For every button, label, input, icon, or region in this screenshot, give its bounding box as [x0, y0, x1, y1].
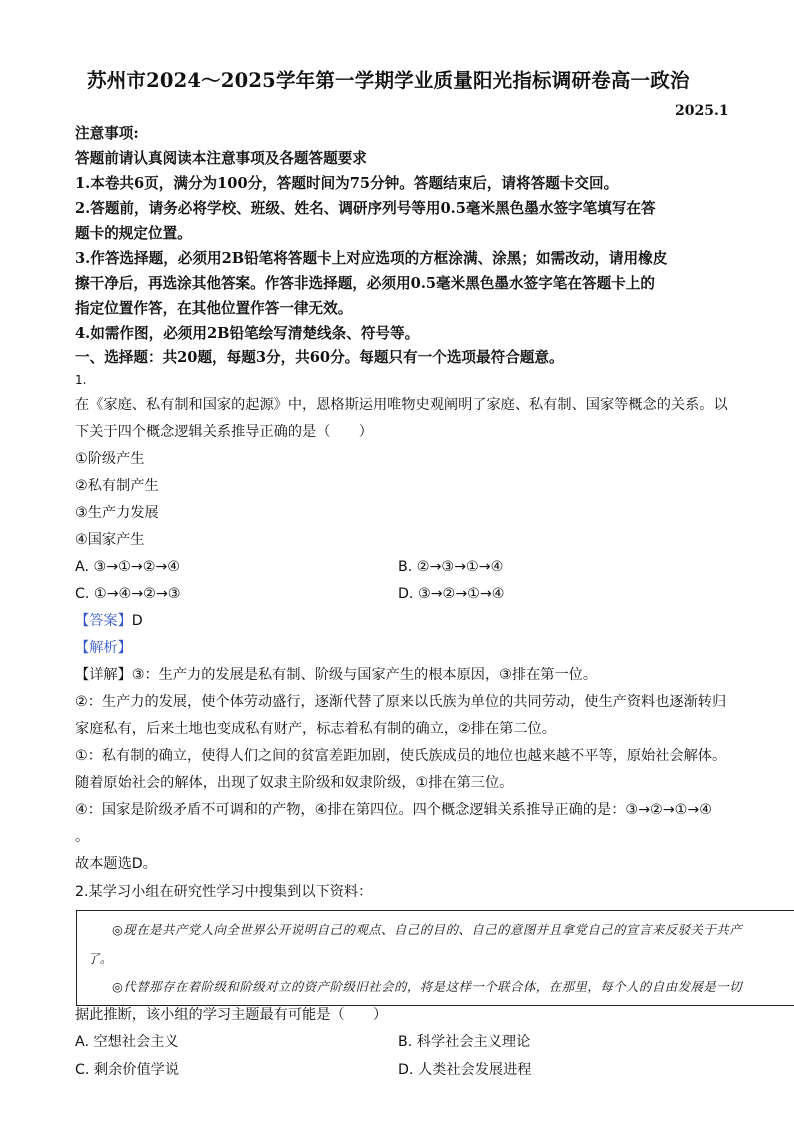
- notice-line-3: 3.作答选择题，必须用2B铅笔将答题卡上对应选项的方框涂满、涂黑；如需改动，请用橡皮: [75, 250, 668, 267]
- question-1-option-b: B. ②→③→①→④: [398, 559, 504, 575]
- question-2-option-b: B. 科学社会主义理论: [398, 1034, 531, 1050]
- notice-intro: 答题前请认真阅读本注意事项及各题答题要求: [75, 150, 367, 167]
- notice-line-1: 1.本卷共6页，满分为100分，答题时间为75分钟。答题结束后，请将答题卡交回。: [75, 175, 619, 192]
- question-1-option-a: A. ③→①→②→④: [75, 559, 181, 575]
- question-1-stem-line-1: 在《家庭、私有制和国家的起源》中，恩格斯运用唯物史观阐明了家庭、私有制、国家等概念的关系。以: [75, 397, 728, 413]
- exam-date: 2025.1: [675, 103, 729, 119]
- question-1-option-d: D. ③→②→①→④: [398, 586, 505, 602]
- question-1-item-1: ①阶级产生: [75, 451, 145, 467]
- analysis-label: 【解析】: [75, 640, 132, 656]
- page-title: 苏州市2024～2025学年第一学期学业质量阳光指标调研卷高一政治: [87, 69, 690, 92]
- detail-label: 【详解】: [75, 667, 132, 683]
- question-2-question: 据此推断，该小组的学习主题最有可能是（ ）: [75, 1007, 388, 1023]
- question-2-option-a: A. 空想社会主义: [75, 1034, 179, 1050]
- quote-line-2: 了。: [87, 951, 113, 966]
- notice-line-3b: 擦干净后，再选涂其他答案。作答非选择题，必须用0.5毫米黑色墨水签字笔在答题卡上的: [75, 275, 655, 292]
- notice-line-2b: 题卡的规定位置。: [75, 225, 192, 242]
- question-1-item-2: ②私有制产生: [75, 478, 159, 494]
- question-1-item-3: ③生产力发展: [75, 505, 159, 521]
- detail-line-1: [75, 668, 597, 682]
- answer-label: 【答案】: [75, 613, 132, 629]
- quote-line-1: ◎现在是共产党人向全世界公开说明自己的观点、自己的目的、自己的意图并且拿党自己的宣言来反驳关于共产: [112, 922, 743, 937]
- question-2-option-c: C. 剩余价值学说: [75, 1062, 180, 1078]
- question-1-option-c: C. ①→④→②→③: [75, 586, 181, 602]
- quote-line-3: ◎代替那存在着阶级和阶级对立的资产阶级旧社会的，将是这样一个联合体，在那里，每个人的自由发展是一切: [112, 979, 743, 994]
- notice-line-3c: 指定位置作答，在其他位置作答一律无效。: [75, 300, 353, 317]
- detail-text-1: ③：生产力的发展是私有制、阶级与国家产生的根本原因，③排在第一位。: [131, 667, 598, 683]
- quote-box: [76, 910, 794, 1006]
- question-2-option-d: D. 人类社会发展进程: [398, 1062, 532, 1078]
- answer-value: D: [131, 613, 143, 629]
- notice-line-4: 4.如需作图，必须用2B铅笔绘写清楚线条、符号等。: [75, 325, 420, 342]
- question-1-item-4: ④国家产生: [75, 532, 145, 548]
- notice-line-2: 2.答题前，请务必将学校、班级、姓名、调研序列号等用0.5毫米黑色墨水签字笔填写在答: [75, 200, 656, 217]
- question-1-stem-line-2: 下关于四个概念逻辑关系推导正确的是（ ）: [75, 424, 373, 440]
- detail-conclusion: 故本题选D。: [75, 856, 157, 872]
- detail-line-5: 随着原始社会的解体，出现了奴隶主阶级和奴隶阶级，①排在第三位。: [75, 775, 514, 791]
- detail-line-6: ④：国家是阶级矛盾不可调和的产物，④排在第四位。四个概念逻辑关系推导正确的是：③→②→①→④: [75, 802, 712, 818]
- detail-line-2: ②：生产力的发展，使个体劳动盛行，逐渐代替了原来以氏族为单位的共同劳动，使生产资料也逐渐转归: [75, 694, 727, 710]
- section-heading: 一、选择题：共20题，每题3分，共60分。每题只有一个选项最符合题意。: [75, 349, 564, 366]
- answer-line: [75, 614, 143, 628]
- question-1-number: 1.: [75, 373, 87, 387]
- detail-line-4: ①：私有制的确立，使得人们之间的贫富差距加剧，使氏族成员的地位也越来越不平等，原始社会解体。: [75, 748, 727, 764]
- detail-line-3: 家庭私有，后来土地也变成私有财产，标志着私有制的确立，②排在第二位。: [75, 721, 556, 737]
- notice-heading: 注意事项:: [75, 125, 139, 142]
- detail-line-7: 。: [75, 829, 90, 845]
- question-2-stem: 2.某学习小组在研究性学习中搜集到以下资料：: [75, 884, 373, 900]
